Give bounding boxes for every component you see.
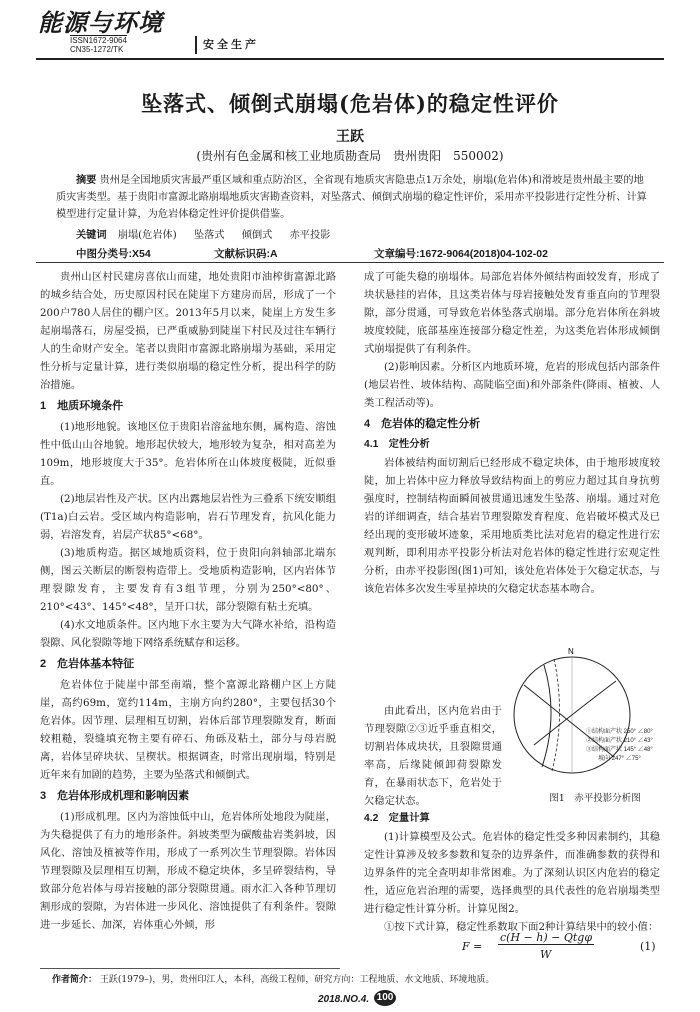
subsection-heading: 4.1 定性分析 [364,439,430,450]
abstract-label: 摘要 [76,175,97,186]
keyword: 倾倒式 [241,230,273,241]
article-number: 文章编号:1672-9064(2018)04-102-02 [374,248,548,260]
issn: ISSN1672-9064 [70,36,127,45]
footnote [52,972,672,985]
keyword: 崩塌(危岩体) [117,230,177,241]
footnote-label: 作者简介： [52,974,98,984]
formula-numerator: c(H − h) − Qtgφ [500,931,593,944]
stereonet-figure [504,645,674,795]
section-heading: 3 危岩体形成机理和影响因素 [40,790,190,802]
paragraph: 贵州山区村民建房喜依山而建，地处贵阳市油榨街富源北路的城乡结合处，历史原因村民在陡崖下方建房而居，形成了一个200户780人居住的棚户区。2013年5月以来，陡崖上方发生多起崩塌落石，房屋受损，已严重威胁到陡崖下村民及过往车辆行人的生命财产安全。笔者以贵阳市富源北路崩塌为基础，采用定性分析与定量计算，进行类似崩塌的稳定性分析，提出科学的防治措施。 [40,271,336,391]
right-column [364,268,660,598]
journal-logo [38,10,198,54]
paragraph: (3)地质构造。据区域地质资料，位于贵阳向斜轴部北端东侧，图云关断层的断裂构造带上。受地质构造影响，区内岩体节理裂隙发育，主要发育有3组节理，分别为250°<80°、210°<43°、145°<48°，呈开口状，部分裂隙有粘土充填。 [40,547,336,613]
issn-block [70,36,198,54]
divider [36,262,664,263]
keywords-label: 关键词 [76,230,107,241]
author: 王跃 [336,129,364,145]
article-title: 坠落式、倾倒式崩塌(危岩体)的稳定性评价 [141,91,559,116]
keyword: 坠落式 [193,230,225,241]
figure-side-text [364,702,502,810]
slope-arc [552,659,560,771]
paragraph: ①按下式计算，稳定性系数取下面2种计算结果中的较小值： [384,921,659,933]
paragraph: 岩体被结构面切割后已经形成不稳定块体，由于地形坡度较陡，加上岩体中应力释放导致结构面上的剪应力超过其自身抗剪强度时，控制结构面瞬间被贯通迅速发生坠落、崩塌。通过对危岩的详细调查，结合基岩节理裂隙发育程度、危岩破坏模式及已经出现的变形破坏迹象，采用地质类比法对危岩的稳定性进行宏观判断，即利用赤平投影分析法对危岩体的稳定性进行宏观定性分析，由赤平投影图(图1)可知，该处危岩体处于欠稳定状态，与该危岩体多次发生零星掉块的欠稳定状态基本吻合。 [364,457,660,595]
right-column-lower [364,810,660,936]
legend-item: ③结构面产状 145° ∠48° [586,747,653,753]
abstract-text: 贵州是全国地质灾害最严重区域和重点防治区，全省现有地质灾害隐患点1万余处，崩塌(危岩体)和滑坡是贵州最主要的地质灾害类型。基于贵阳市富源北路崩塌地质灾害勘查资料，对坠落式、倾倒式崩塌的稳定性评价，采用赤平投影进行定性分析、计算模型进行定量计算，为危岩体稳定性评价提供借鉴。 [56,175,647,220]
legend-item: ①结构面产状 250° ∠80° [586,729,653,735]
figure-caption: 图1 赤平投影分析图 [549,793,641,804]
paragraph: (1)地形地貌。该地区位于贵阳岩溶盆地东侧，属构造、溶蚀性中低山山谷地貌。地形起伏较大，地形较为复杂，相对高差为109m，地形坡度大于35°。危岩体所在山体坡度极陡，近似垂直。 [40,421,336,487]
section-heading: 4 危岩体的稳定性分析 [364,418,481,430]
abstract [56,172,650,223]
legend-item: ②结构面产状 210° ∠43° [586,738,653,744]
document-code: 文献标识码:A [214,248,278,260]
formula-lhs: F = [462,940,483,953]
footnote-text: 王跃(1979–)，男，贵州印江人，本科，高级工程师，研究方向：工程地质、水文地质、环境地质。 [99,975,495,985]
subsection-heading: 4.2 定量计算 [364,813,430,824]
clc-number: 中图分类号:X54 [76,248,151,260]
header-rule [36,58,664,60]
legend-item: 坡向 247° ∠75° [598,756,641,762]
section-heading: 2 危岩体基本特征 [40,658,135,670]
formula-denominator: W [540,948,552,961]
footnote-rule [40,968,340,969]
page-number: 100 [374,990,396,1006]
section-heading: 1 地质环境条件 [40,400,124,412]
paragraph: (2)影响因素。分析区内地质环境，危岩的形成包括内部条件(地层岩性、坡体结构、高陡临空面)和外部条件(降雨、植被、人类工程活动等)。 [364,361,660,409]
paragraph: 成了可能失稳的崩塌体。局部危岩体外倾结构面较发育，形成了块状悬挂的岩体，且这类岩体与母岩接触处发育垂直向的节理裂隙，部分贯通，可导致危岩体坠落式崩塌。部分危岩体所在斜坡坡度较陡，底部基座连接部分稳定性差，为这类危岩体形成倾倒式崩塌提供了有利条件。 [364,271,660,355]
issue-info: 2018.NO.4. [318,994,370,1005]
paragraph: (1)计算模型及公式。危岩体的稳定性受多种因素制约，其稳定性计算涉及较多参数和复杂的边界条件，而准确参数的获得和边界条件的完全查明却非常困难。为了深刻认识区内危岩的稳定性，适应危岩治理的需要，选择典型的具代表性的危岩崩塌类型进行稳定性计算分析。计算见图2。 [364,831,660,915]
keywords [76,226,636,241]
section-tag [195,36,277,54]
paragraph: 由此看出，区内危岩由于节理裂隙②③近乎垂直相交，切割岩体成块状，且裂隙贯通率高，后缘陡倾卸荷裂隙发育，在暴雨状态下，危岩处于欠稳定状态。 [364,705,502,807]
paragraph: (1)形成机理。区内为溶蚀低中山，危岩体所处地段为陡崖，为失稳提供了有力的地形条件。斜坡类型为碳酸盐岩类斜坡，因风化、溶蚀及植被等作用，形成了一系列次生节理裂隙。岩体因节理裂隙及层理相互切割，形成不稳定块体，多呈碎裂结构，导致部分危岩体与母岩接触的部分裂隙贯通。雨水汇入各种节理切割形成的裂隙，为岩体进一步风化、溶蚀提供了有利条件。裂隙进一步延长、加深，岩体重心外倾，形 [40,811,336,931]
keyword: 赤平投影 [289,230,331,241]
paragraph: (2)地层岩性及产状。区内出露地层岩性为三叠系下统安顺组(T1a)白云岩。受区域内构造影响，岩石节理发育，抗风化能力弱，岩溶发育，岩层产状85°<68°。 [40,493,336,541]
north-label: N [568,647,574,656]
journal-name: 能源与环境 [38,8,163,37]
equation-number: (1) [640,940,656,953]
cn-number: CN35-1272/TK [70,45,124,54]
affiliation: (贵州有色金属和核工业地质勘查局 贵州贵阳 550002) [196,149,504,163]
paragraph: (4)水文地质条件。区内地下水主要为大气降水补给，沿构造裂隙、风化裂隙等地下网络系统赋存和运移。 [40,619,336,649]
plane-1-arc [542,665,551,767]
plane-3-arc [534,681,616,745]
paragraph: 危岩体位于陡崖中部至南端，整个富源北路棚户区上方陡崖，高约69m，宽约114m，主崩方向约280°，主要包括30个危岩体。因节理、层理相互切割，岩体后部节理裂隙发育，断面较粗糙，裂缝填充物主要有碎石、角砾及粘土，部分与母岩脱离，岩体呈碎块状、呈楔状。根据调查，时常出现崩塌，特别是近年来有加剧的趋势，主要为坠落式和倾倒式。 [40,679,336,781]
left-column [40,268,336,934]
section-label: 安全生产 [203,39,259,51]
